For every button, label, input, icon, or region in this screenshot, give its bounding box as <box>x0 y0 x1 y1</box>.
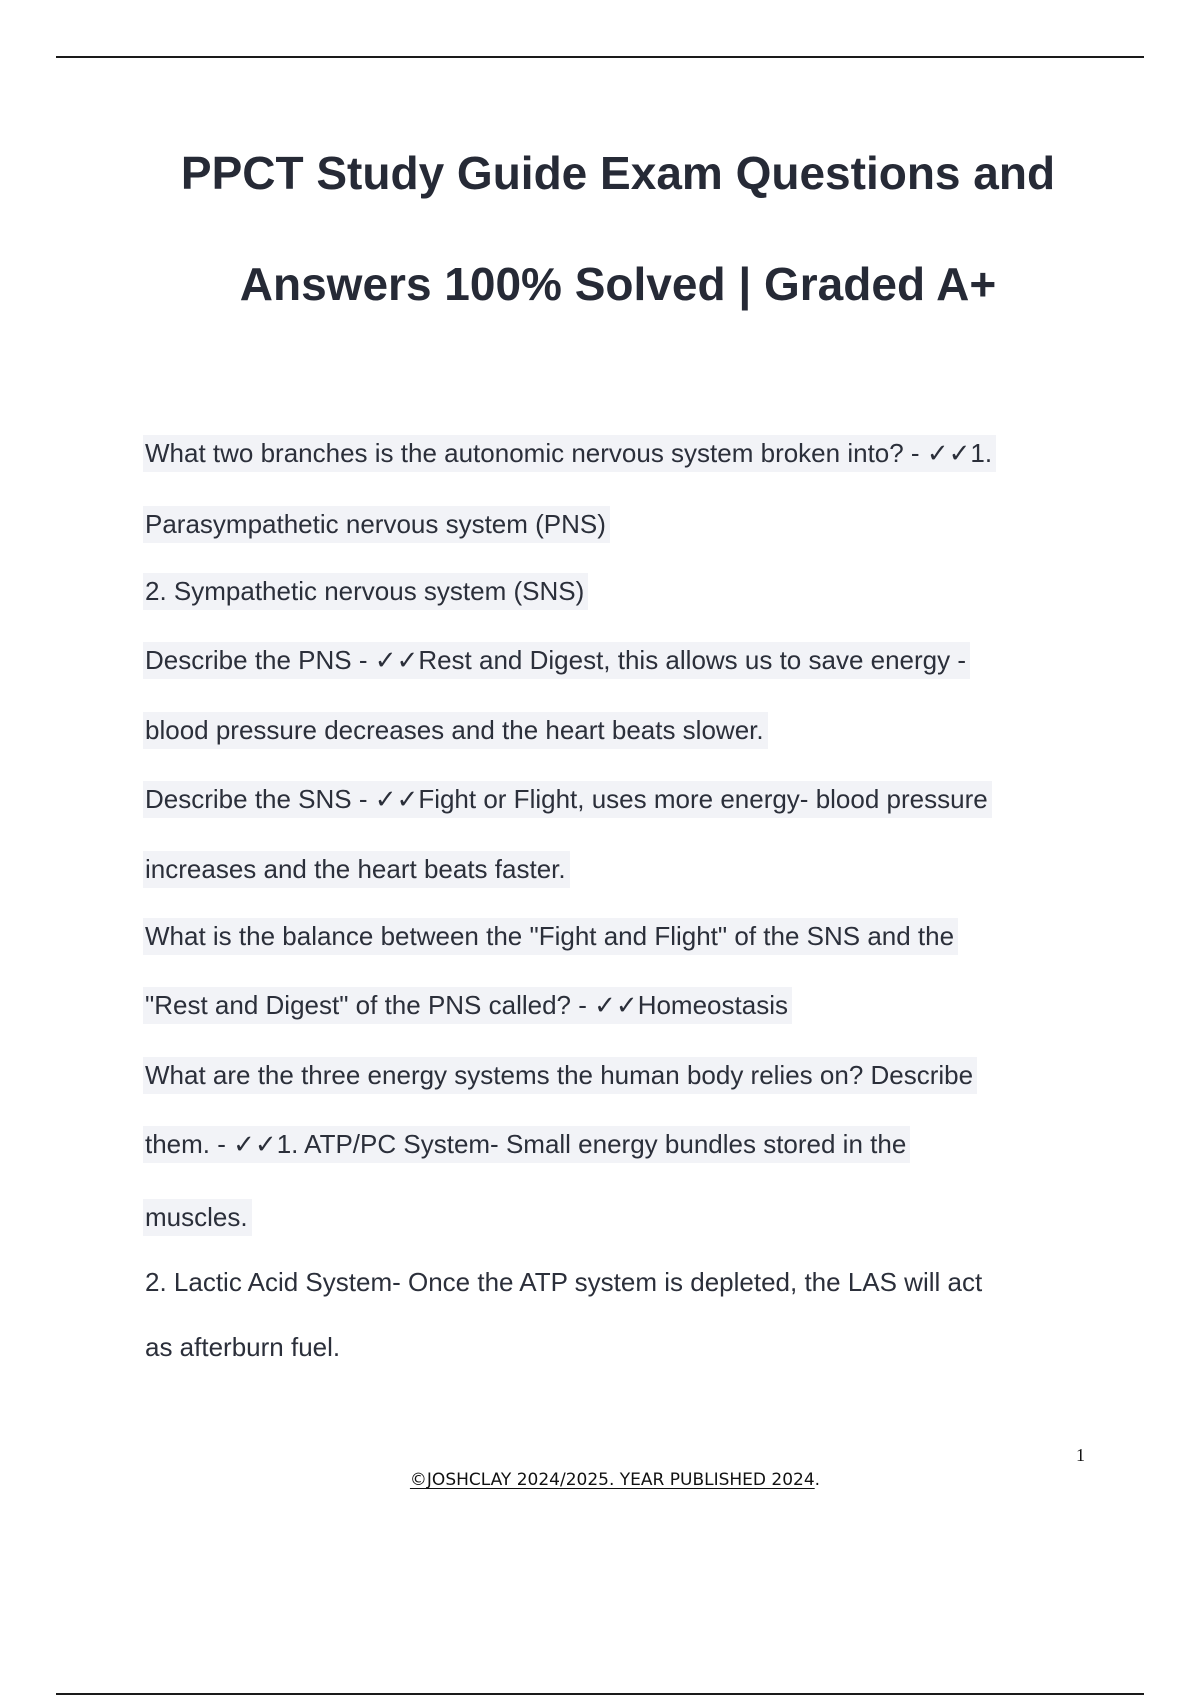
body-line: blood pressure decreases and the heart beats slower. <box>143 712 768 749</box>
footer-period: . <box>814 1470 821 1490</box>
document-title-line-1: PPCT Study Guide Exam Questions and <box>180 147 1056 199</box>
body-line: Describe the PNS - ✓✓Rest and Digest, this allows us to save energy - <box>143 642 970 679</box>
document-title-line-2: Answers 100% Solved | Graded A+ <box>239 258 997 310</box>
body-line: "Rest and Digest" of the PNS called? - ✓✓Homeostasis <box>143 987 792 1024</box>
top-rule <box>56 56 1144 58</box>
body-line: Parasympathetic nervous system (PNS) <box>143 506 610 543</box>
bottom-rule <box>56 1693 1144 1695</box>
footer-copyright <box>0 1470 1200 1490</box>
body-line: as afterburn fuel. <box>145 1332 341 1362</box>
body-line: What two branches is the autonomic nervous system broken into? - ✓✓1. <box>143 435 996 472</box>
body-line: 2. Sympathetic nervous system (SNS) <box>143 573 588 610</box>
body-line: 2. Lactic Acid System- Once the ATP system is depleted, the LAS will act <box>145 1267 983 1297</box>
body-line: them. - ✓✓1. ATP/PC System- Small energy bundles stored in the <box>143 1126 910 1163</box>
body-line: What is the balance between the "Fight and Flight" of the SNS and the <box>143 918 958 955</box>
body-line: What are the three energy systems the human body relies on? Describe <box>143 1057 977 1094</box>
body-line: Describe the SNS - ✓✓Fight or Flight, uses more energy- blood pressure <box>143 781 992 818</box>
body-line: muscles. <box>143 1199 252 1236</box>
page-number: 1 <box>1076 1445 1085 1465</box>
footer-copyright-text: ©JOSHCLAY 2024/2025. YEAR PUBLISHED 2024 <box>409 1470 815 1490</box>
body-line: increases and the heart beats faster. <box>143 851 570 888</box>
